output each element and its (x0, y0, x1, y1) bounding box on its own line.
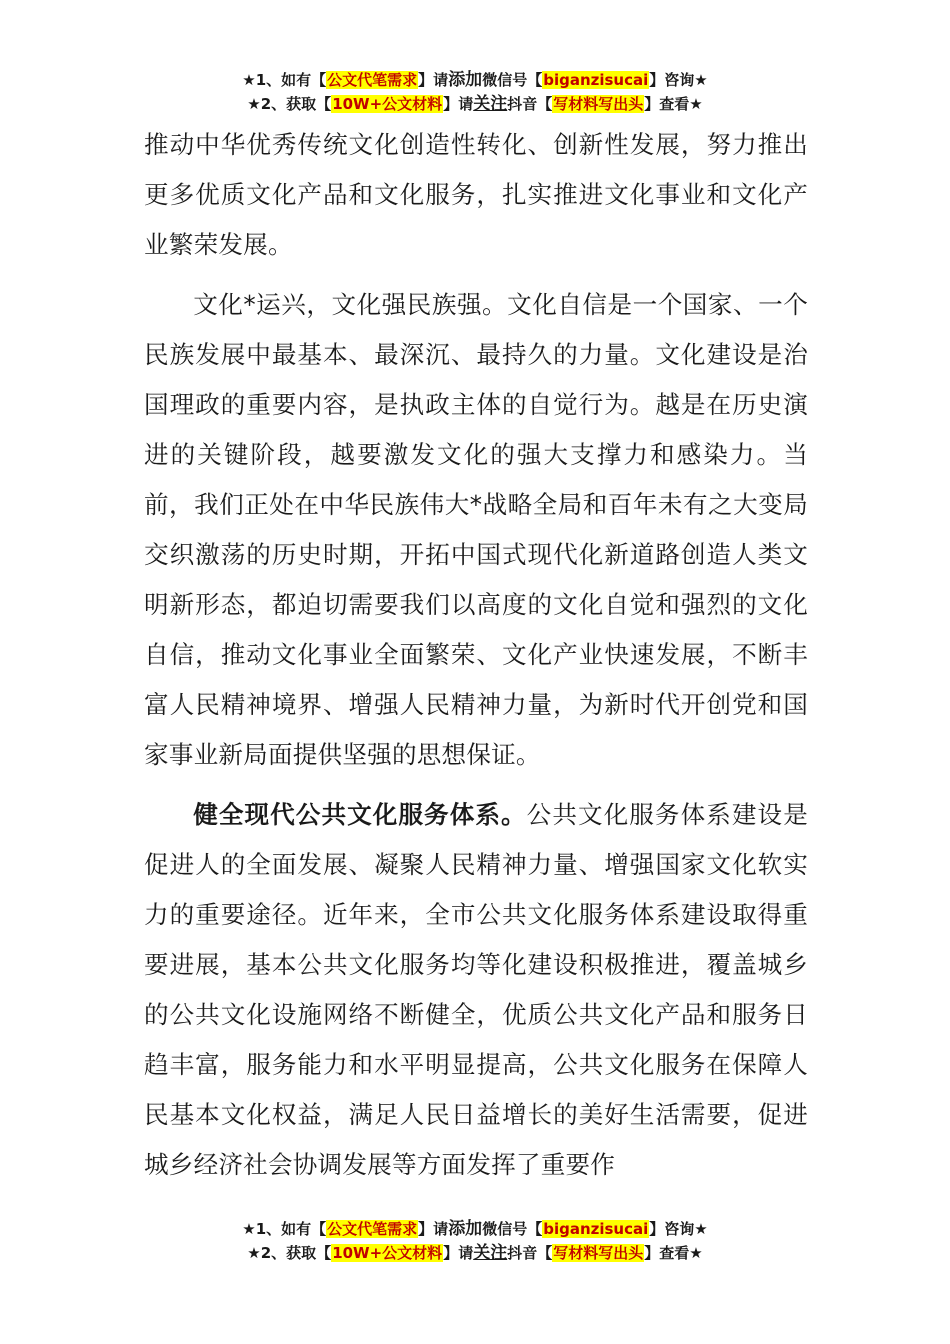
paragraph-1 (144, 120, 808, 270)
banner-douyin-id: 写材料写出头 (553, 1244, 644, 1262)
banner-highlight: 公文代笔需求 (327, 71, 418, 89)
banner-text: 】查看★ (644, 95, 703, 113)
banner-line-2 (0, 92, 950, 116)
banner-text: 】查看★ (644, 1244, 703, 1262)
banner-emphasis: 添加 (448, 1219, 483, 1239)
banner-text: 抖音【 (507, 1244, 553, 1262)
banner-text: 抖音【 (507, 95, 553, 113)
banner-text: 】请 (443, 1244, 474, 1262)
banner-text: 】咨询★ (649, 1220, 708, 1238)
footer-banner (0, 1217, 950, 1265)
banner-highlight: 公文代笔需求 (327, 1220, 418, 1238)
banner-text: 】请 (418, 71, 449, 89)
banner-wechat-id: biganzisucai (543, 71, 649, 89)
banner-line-1 (0, 1217, 950, 1241)
banner-text: 】请 (418, 1220, 449, 1238)
banner-text: ★1、如有【 (242, 1220, 327, 1238)
banner-highlight: 10W+公文材料 (332, 95, 443, 113)
banner-wechat-id: biganzisucai (543, 1220, 649, 1238)
banner-text: ★2、获取【 (247, 95, 332, 113)
banner-text: 微信号【 (482, 71, 543, 89)
banner-highlight: 10W+公文材料 (332, 1244, 443, 1262)
banner-text: 微信号【 (482, 1220, 543, 1238)
paragraph-text: 文化*运兴，文化强民族强。文化自信是一个国家、一个民族发展中最基本、最深沉、最持久的力量。文化建设是治国理政的重要内容，是执政主体的自觉行为。越是在历史演进的关键阶段，越要激发文化的强大支撑力和感染力。当前，我们正处在中华民族伟大*战略全局和百年未有之大变局交织激荡的历史时期，开拓中国式现代化新道路创造人类文明新形态，都迫切需要我们以高度的文化自觉和强烈的文化自信，推动文化事业全面繁荣、文化产业快速发展，不断丰富人民精神境界、增强人民精神力量，为新时代开创党和国家事业新局面提供坚强的思想保证。 (144, 290, 808, 769)
banner-emphasis: 添加 (448, 70, 483, 90)
banner-line-2 (0, 1241, 950, 1265)
banner-douyin-id: 写材料写出头 (553, 95, 644, 113)
banner-text: 】咨询★ (649, 71, 708, 89)
header-banner (0, 68, 950, 116)
banner-text: 】请 (443, 95, 474, 113)
paragraph-text: 公共文化服务体系建设是促进人的全面发展、凝聚人民精神力量、增强国家文化软实力的重要途径。近年来，全市公共文化服务体系建设取得重要进展，基本公共文化服务均等化建设积极推进，覆盖城乡的公共文化设施网络不断健全，优质公共文化产品和服务日趋丰富，服务能力和水平明显提高，公共文化服务在保障人民基本文化权益，满足人民日益增长的美好生活需要，促进城乡经济社会协调发展等方面发挥了重要作 (144, 800, 808, 1179)
banner-line-1 (0, 68, 950, 92)
paragraph-text: 推动中华优秀传统文化创造性转化、创新性发展，努力推出更多优质文化产品和文化服务，扎实推进文化事业和文化产业繁荣发展。 (144, 130, 808, 259)
banner-emphasis: 关注 (473, 1243, 508, 1263)
paragraph-2 (144, 280, 808, 780)
banner-emphasis: 关注 (473, 94, 508, 114)
document-body (144, 120, 808, 1190)
paragraph-3 (144, 790, 808, 1190)
banner-text: ★1、如有【 (242, 71, 327, 89)
banner-text: ★2、获取【 (247, 1244, 332, 1262)
paragraph-heading: 健全现代公共文化服务体系。 (193, 800, 527, 829)
